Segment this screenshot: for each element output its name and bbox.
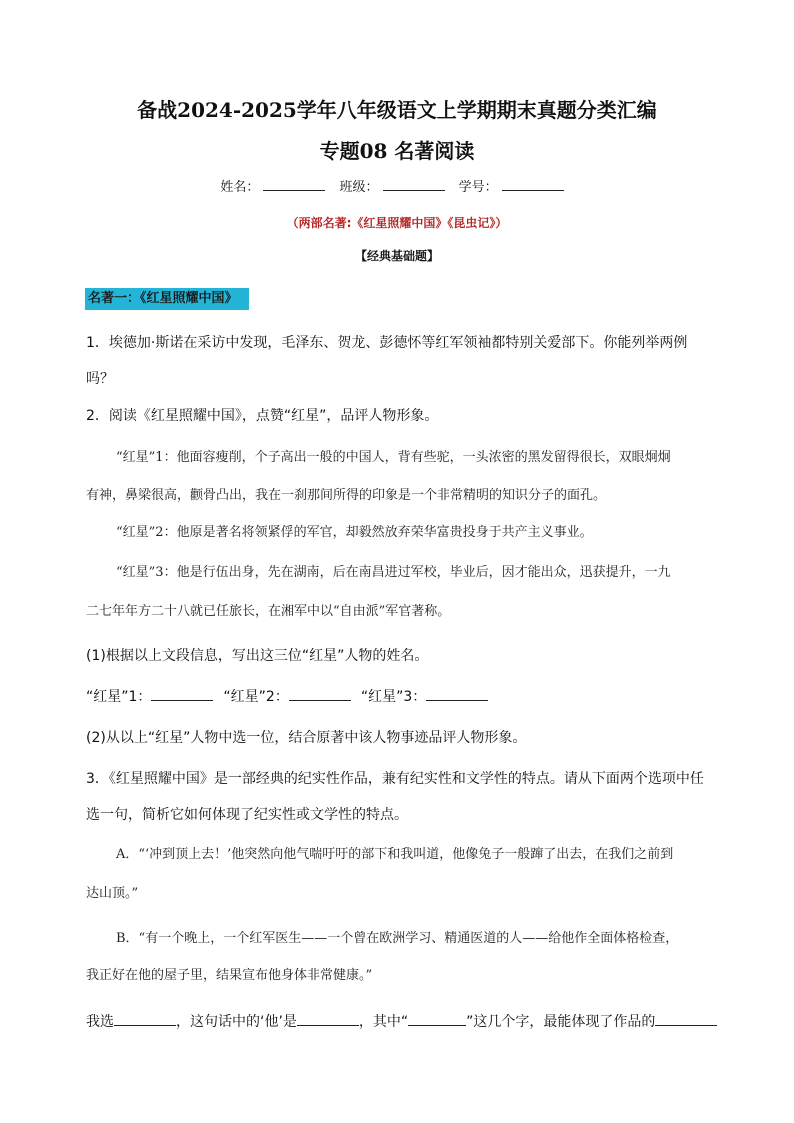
q2-passage3-line1: “红星”3：他是行伍出身，先在湖南，后在南昌进过军校，毕业后，因才能出众，迅获提升，一九 [116,565,671,580]
answer-person-blank[interactable] [297,1011,359,1026]
section-label: 名著一：《红星照耀中国》 [85,288,249,310]
q2-passage2: “红星”2：他原是著名将领紧俘的军官，却毅然放弃荣华富贵投身于共产主义事业。 [116,525,593,540]
q2-passage3-line2: 二七年年方二十八就已任旅长，在湘军中以“自由派”军官著称。 [86,604,451,619]
q2-blanks-row [86,686,488,706]
name-label: 姓名： [220,180,260,195]
red-star-2-label: “红星”2： [223,689,289,705]
answer-words-blank[interactable] [408,1011,466,1026]
red-star-2-blank[interactable] [289,686,351,701]
red-star-3-blank[interactable] [426,686,488,701]
name-blank[interactable] [263,178,325,191]
q2-sub1: (1)根据以上文段信息，写出这三位“红星”人物的姓名。 [86,648,429,664]
books-note: （两部名著:《红星照耀中国》《昆虫记》） [286,216,508,230]
q3-line2: 选一句，简析它如何体现了纪实性或文学性的特点。 [86,807,408,823]
category-heading: 【经典基础题】 [354,249,439,263]
student-info-row [0,176,794,195]
q3-option-b-line1: B．“有一个晚上，一个红军医生——一个曾在欧洲学习、精通医道的人——给他作全面体格检查， [116,931,679,946]
red-star-1-label: “红星”1： [86,689,152,705]
q3-line1: 3．《红星照耀中国》是一部经典的纪实性作品，兼有纪实性和文学性的特点。请从下面两个选项中任 [86,771,704,787]
q1-line1: 1．埃德加·斯诺在采访中发现，毛泽东、贺龙、彭德怀等红军领袖都特别关爱部下。你能列举两例 [86,335,688,351]
answer-choice-blank[interactable] [114,1011,176,1026]
id-label: 学号： [458,180,498,195]
q3-answer-row [86,1011,717,1031]
q3-option-a-line1: A．“‘冲到顶上去！’他突然向他气喘吁吁的部下和我叫道，他像兔子一般蹿了出去，在我们之前到 [116,847,674,862]
red-star-3-label: “红星”3： [360,689,427,705]
q2-passage1-line2: 有神，鼻梁很高，颧骨凸出，我在一刹那间所得的印象是一个非常精明的知识分子的面孔。 [86,488,607,503]
q3-option-b-line2: 我正好在他的屋子里，结果宣布他身体非常健康。” [86,968,373,983]
document-title: 备战2024-2025学年八年级语文上学期期末真题分类汇编 [137,98,657,122]
q1-line2: 吗？ [86,371,114,387]
q2-sub2: (2)从以上“红星”人物中选一位，结合原著中该人物事迹品评人物形象。 [86,730,527,746]
q2-intro: 2．阅读《红星照耀中国》，点赞“红星”，品评人物形象。 [86,408,439,424]
answer-feature-blank[interactable] [655,1011,717,1026]
answer-part3: ，其中“ [358,1014,409,1030]
answer-part4: ”这几个字，最能体现了作品的 [466,1014,656,1030]
q3-option-a-line2: 达山顶。” [86,886,139,901]
document-subtitle: 专题08 名著阅读 [319,139,475,163]
answer-part1: 我选 [86,1014,114,1030]
id-blank[interactable] [502,178,564,191]
answer-part2: ，这句话中的‘他’是 [176,1014,297,1030]
class-label: 班级： [339,180,379,195]
q2-passage1-line1: “红星”1：他面容瘦削，个子高出一般的中国人，背有些驼，一头浓密的黑发留得很长，双眼炯炯 [116,450,671,465]
class-blank[interactable] [383,178,445,191]
red-star-1-blank[interactable] [151,686,213,701]
